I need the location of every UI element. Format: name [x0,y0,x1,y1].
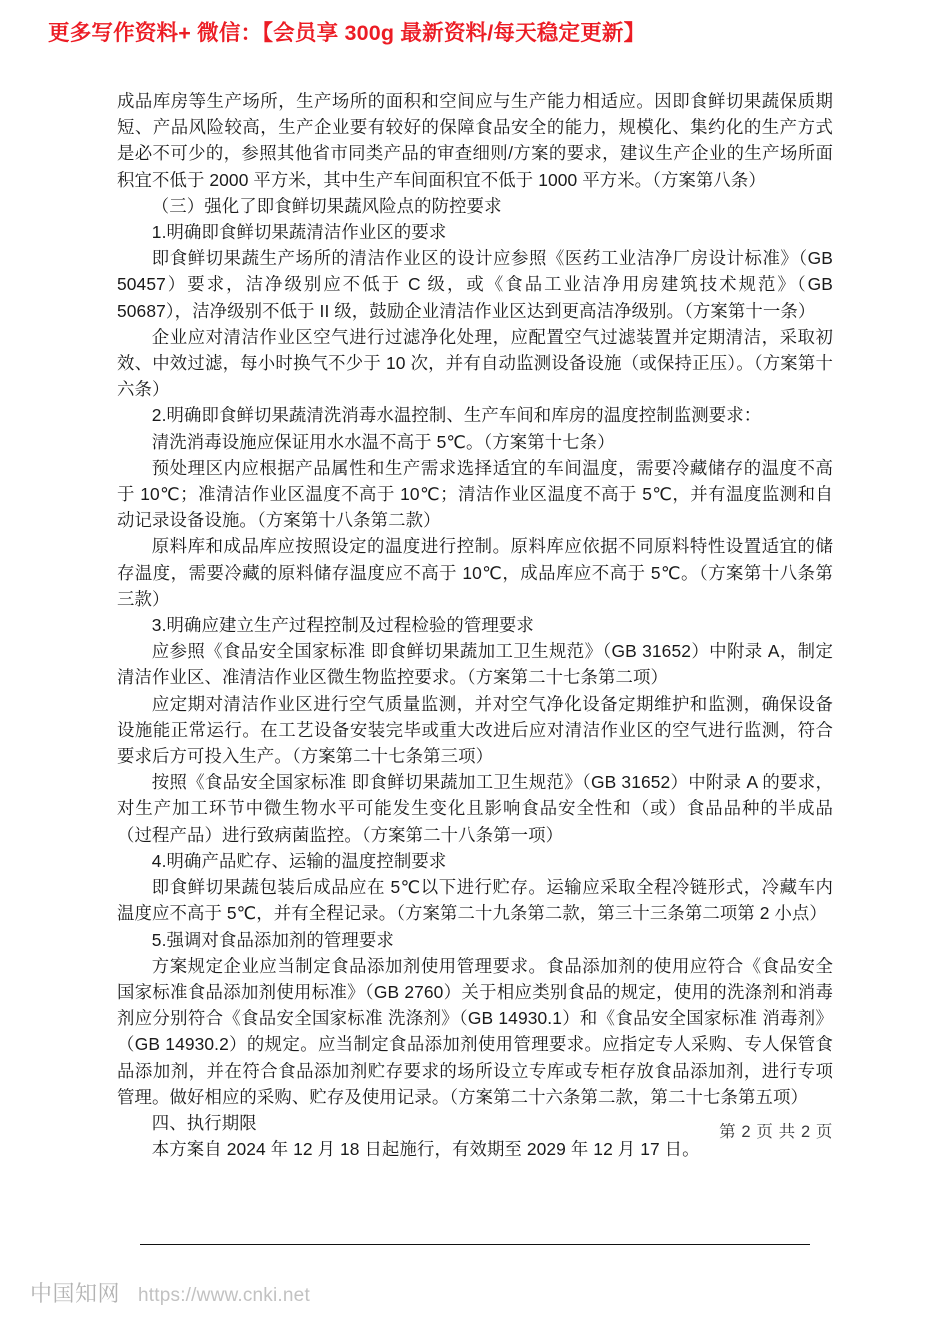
paragraph: 四、执行期限 [151,1112,257,1133]
cnki-logo-text: 中国知网 [30,1281,121,1306]
paragraph: 成品库房等生产场所，生产场所的面积和空间应与生产能力相适应。因即食鲜切果蔬保质期短、产品风险较高，生产企业要有较好的保障食品安全的能力，规模化、集约化的生产方式是必不可少的，参照其他省市同类产品的审查细则/方案的要求，建议生产企业的生产场所面积宜不低于 2000 平方米，其中生产车间面积宜不低于 1000 平方米。（方案第八条） [117,91,833,190]
paragraph: 2.明确即食鲜切果蔬清洗消毒水温控制、生产车间和库房的温度控制监测要求： [151,405,762,426]
promo-banner-text: 更多写作资料+ 微信：【会员享 300g 最新资料/每天稳定更新】 [48,20,646,45]
footer-divider [140,1244,810,1245]
paragraph: （三）强化了即食鲜切果蔬风险点的防控要求 [151,195,502,216]
paragraph: 企业应对清洁作业区空气进行过滤净化处理，应配置空气过滤装置并定期清洁，采取初效、中效过滤，每小时换气不少于 10 次，并有自动监测设备设施（或保持正压）。（方案第十六条） [117,326,833,400]
cnki-url-text: https://www.cnki.net [138,1285,310,1306]
paragraph: 1.明确即食鲜切果蔬清洁作业区的要求 [151,222,447,243]
paragraph: 应参照《食品安全国家标准 即食鲜切果蔬加工卫生规范》（GB 31652）中附录 A，制定清洁作业区、准清洁作业区微生物监控要求。（方案第二十七条第二项） [117,641,833,688]
paragraph: 方案规定企业应当制定食品添加剂使用管理要求。食品添加剂的使用应符合《食品安全国家标准食品添加剂使用标准》（GB 2760）关于相应类别食品的规定，使用的洗涤剂和消毒剂应分别符合《食品安全国家标准 洗涤剂》（GB 14930.1）和《食品安全国家标准 消毒剂》（GB 14930.2）的规定。应当制定食品添加剂使用管理要求。应指定专人采购、专人保管食品添加剂，并在符合食品添加剂贮存要求的场所设立专库或专柜存放食品添加剂，进行专项管理。做好相应的采购、贮存及使用记录。（方案第二十六条第二款，第二十七条第五项） [117,955,833,1107]
page-number-footer: 第 2 页 共 2 页 [719,1123,833,1141]
paragraph: 4.明确产品贮存、运输的温度控制要求 [151,850,447,871]
document-body [117,88,833,1162]
paragraph: 应定期对清洁作业区进行空气质量监测，并对空气净化设备定期维护和监测，确保设备设施能正常运行。在工艺设备安装完毕或重大改进后应对清洁作业区的空气进行监测，符合要求后方可投入生产。（方案第二十七条第三项） [117,693,833,767]
paragraph: 预处理区内应根据产品属性和生产需求选择适宜的车间温度，需要冷藏储存的温度不高于 10℃；准清洁作业区温度不高于 10℃；清洁作业区温度不高于 5℃，并有温度监测和自动记录设备设施。（方案第十八条第二款） [117,457,833,531]
paragraph: 原料库和成品库应按照设定的温度进行控制。原料库应依据不同原料特性设置适宜的储存温度，需要冷藏的原料储存温度应不高于 10℃，成品库应不高于 5℃。（方案第十八条第三款） [117,536,833,609]
paragraph: 按照《食品安全国家标准 即食鲜切果蔬加工卫生规范》（GB 31652）中附录 A 的要求，对生产加工环节中微生物水平可能发生变化且影响食品安全性和（或）食品品种的半成品（过程产品）进行致病菌监控。（方案第二十八条第一项） [117,772,833,845]
paragraph: 本方案自 2024 年 12 月 18 日起施行，有效期至 2029 年 12 月 17 日。 [151,1139,700,1160]
paragraph: 即食鲜切果蔬生产场所的清洁作业区的设计应参照《医药工业洁净厂房设计标准》（GB 50457）要求，洁净级别应不低于 C 级，或《食品工业洁净用房建筑技术规范》（GB 50687），洁净级别不低于 II 级，鼓励企业清洁作业区达到更高洁净级别。（方案第十一条） [117,248,833,321]
paragraph: 清洗消毒设施应保证用水水温不高于 5℃。（方案第十七条） [151,431,615,452]
paragraph: 5.强调对食品添加剂的管理要求 [151,929,394,950]
cnki-watermark [30,1277,310,1308]
paragraph: 3.明确应建立生产过程控制及过程检验的管理要求 [151,615,534,636]
paragraph: 即食鲜切果蔬包装后成品应在 5℃以下进行贮存。运输应采取全程冷链形式，冷藏车内温度应不高于 5℃，并有全程记录。（方案第二十九条第二款，第三十三条第二项第 2 小点） [117,877,833,924]
